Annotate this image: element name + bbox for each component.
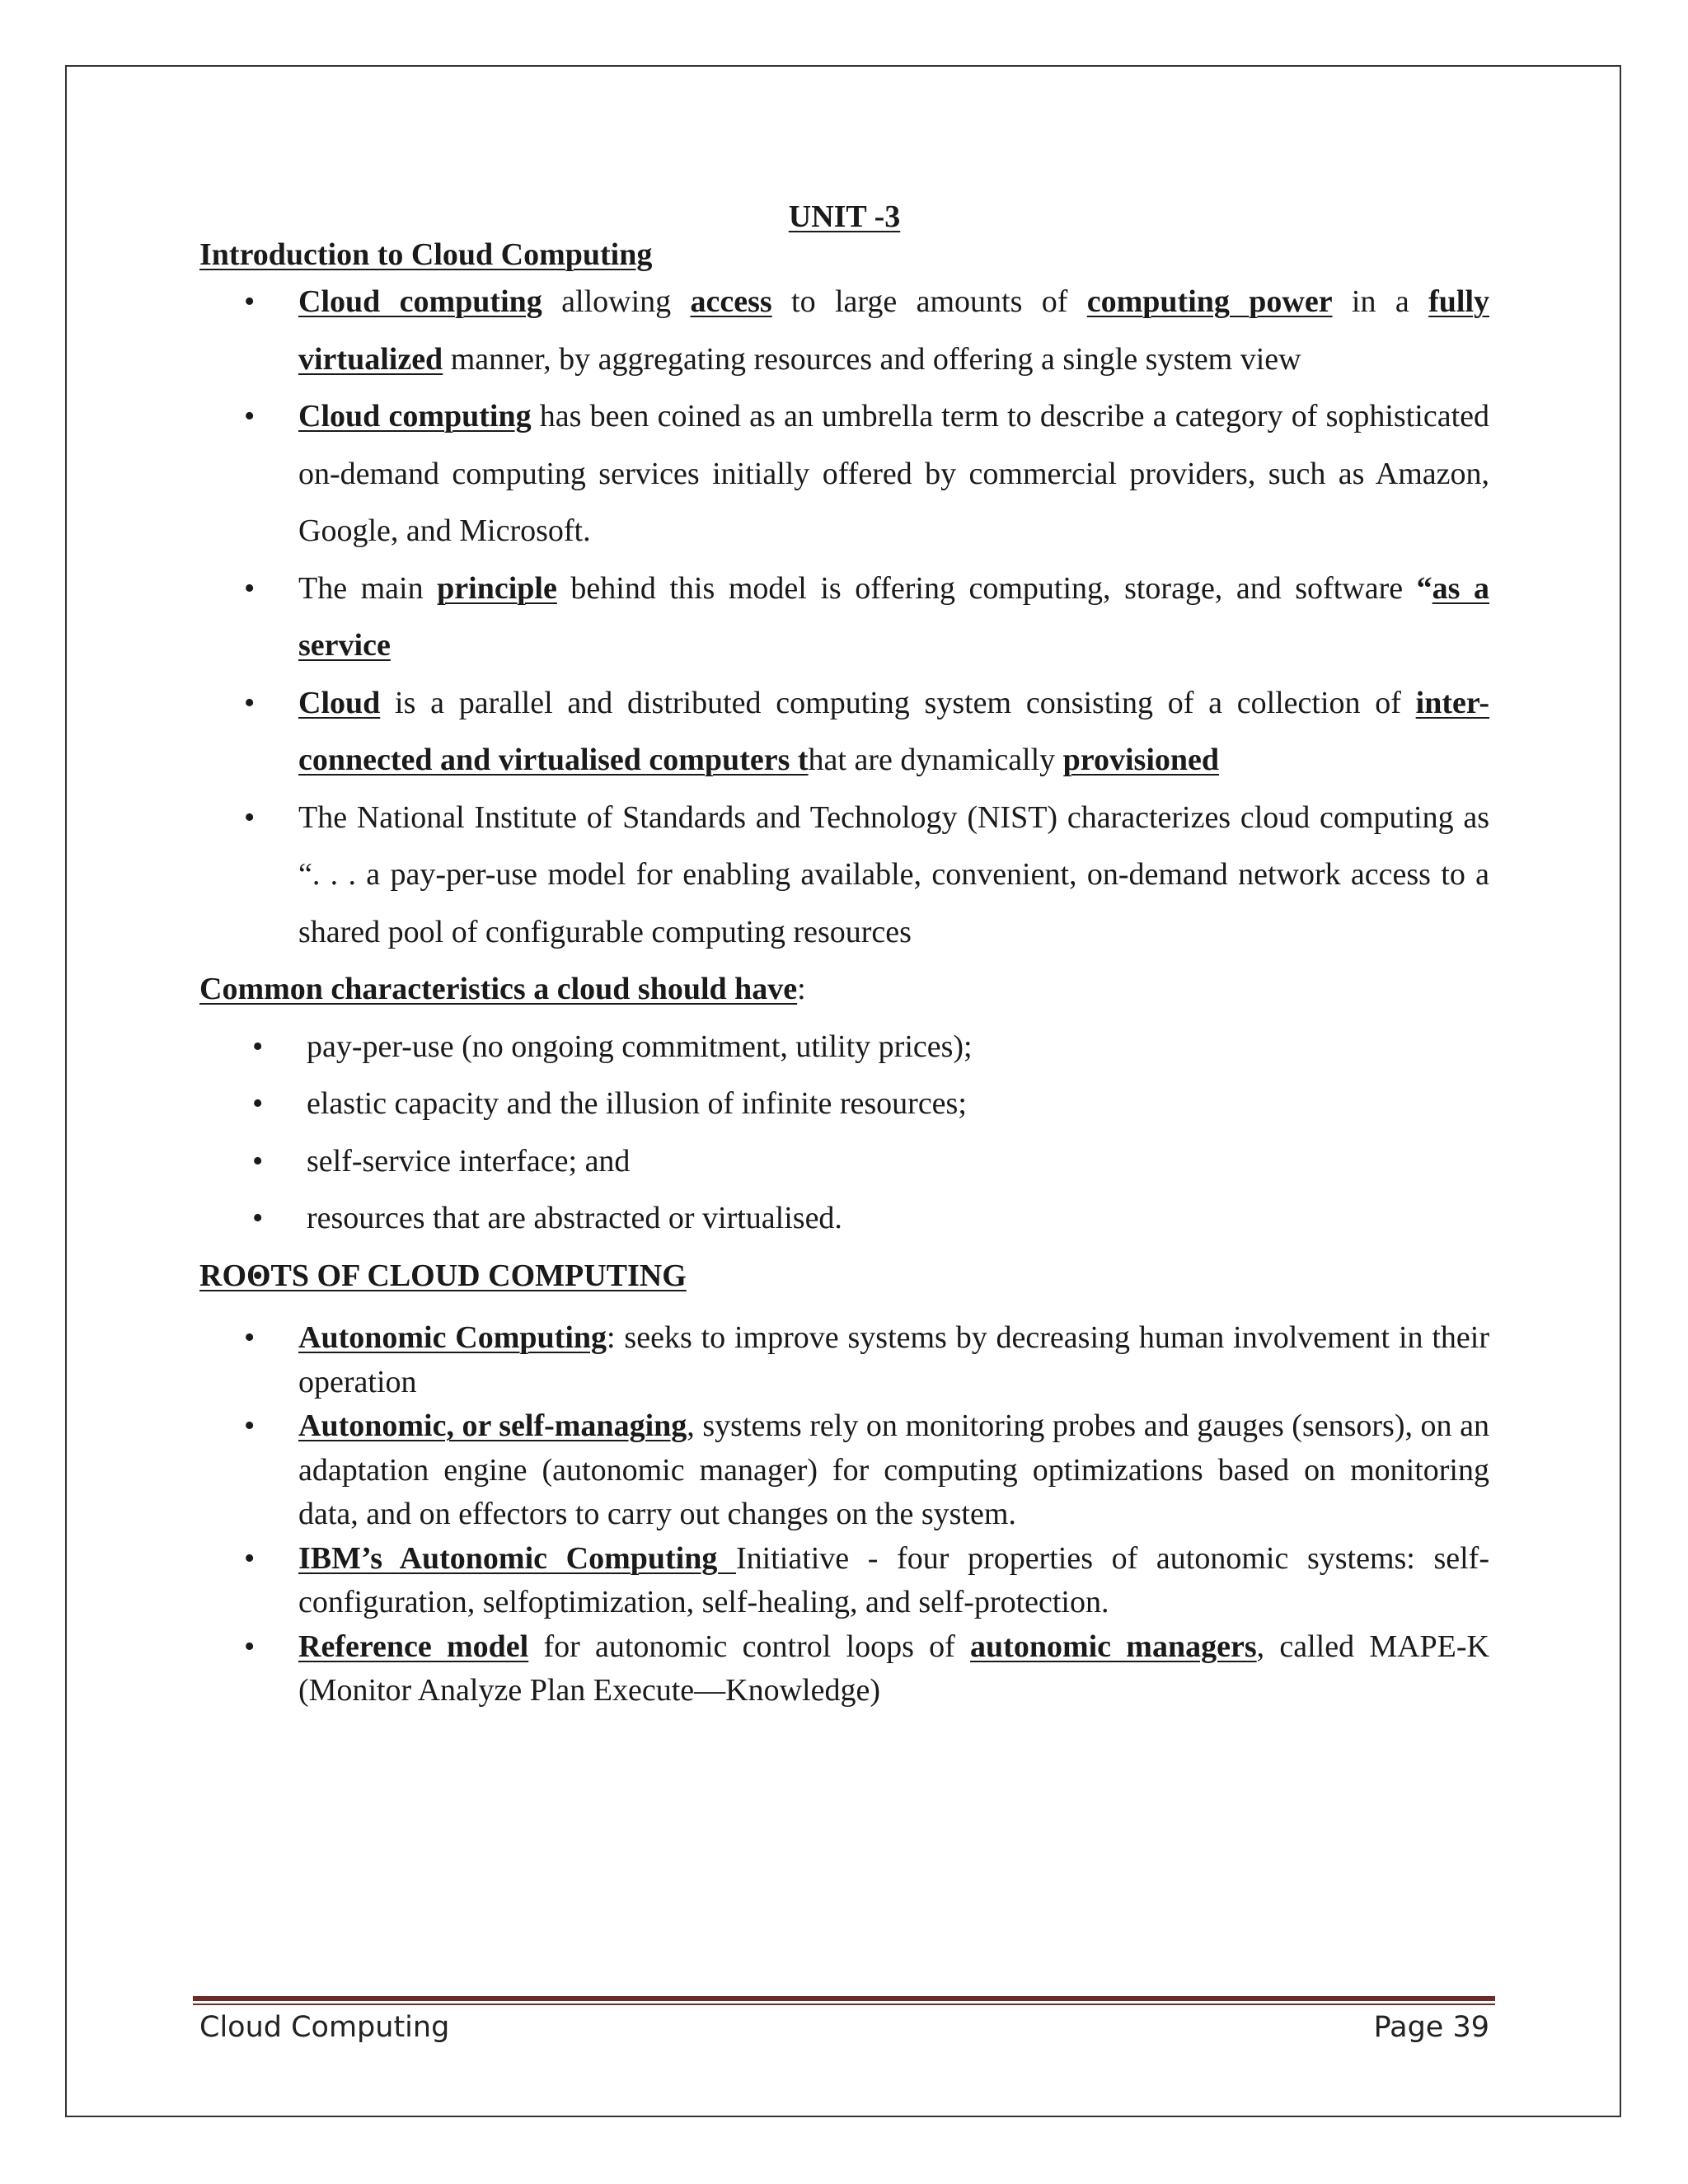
roots-heading: ROOTS OF CLOUD COMPUTING — [199, 1258, 687, 1293]
intro-bullet-2: • Cloud computing has been coined as an umbrella term to describe a category of sophisticated on-demand computing services initially offered by commercial providers, such as Amazon, Google, and Microsoft. — [199, 388, 1489, 560]
footer-title: Cloud Computing — [199, 2011, 450, 2044]
characteristic-item: • resources that are abstracted or virtualised. — [199, 1190, 1489, 1248]
page-number: Page 39 — [1373, 2011, 1489, 2044]
roots-bullet-1: • Autonomic Computing: seeks to improve systems by decreasing human involvement in their operation — [199, 1316, 1489, 1404]
roots-list — [199, 1316, 1489, 1713]
unit-title: UNIT -3 — [788, 199, 901, 234]
intro-heading: Introduction to Cloud Computing — [199, 237, 653, 272]
page-content — [199, 198, 1489, 1713]
roots-bullet-2: • Autonomic, or self-managing, systems rely on monitoring probes and gauges (sensors), on an adaptation engine (autonomic manager) for computing optimizations based on monitoring data, and on effectors to carry out changes on the system. — [199, 1404, 1489, 1537]
characteristic-item: • self-service interface; and — [199, 1133, 1489, 1191]
characteristics-list — [199, 1019, 1489, 1248]
intro-bullet-1: • Cloud computing allowing access to large amounts of computing power in a fully virtualized manner, by aggregating resources and offering a single system view — [199, 274, 1489, 388]
characteristic-item: • elastic capacity and the illusion of infinite resources; — [199, 1076, 1489, 1133]
roots-bullet-3: • IBM’s Autonomic Computing Initiative - four properties of autonomic systems: self-configuration, selfoptimization, self-healing, and self-protection. — [199, 1537, 1489, 1625]
intro-bullet-3: • The main principle behind this model is offering computing, storage, and software “as a service — [199, 560, 1489, 675]
characteristic-item: • pay-per-use (no ongoing commitment, utility prices); — [199, 1019, 1489, 1076]
footer-rule — [193, 1996, 1495, 2005]
intro-list — [199, 274, 1489, 961]
page-footer — [199, 2011, 1489, 2044]
characteristics-heading: Common characteristics a cloud should have: — [199, 972, 806, 1006]
roots-bullet-4: • Reference model for autonomic control loops of autonomic managers, called MAPE-K (Monitor Analyze Plan Execute—Knowledge) — [199, 1625, 1489, 1713]
intro-bullet-5: • The National Institute of Standards and Technology (NIST) characterizes cloud computing as “. . . a pay-per-use model for enabling available, convenient, on-demand network access to a shared pool of configurable computing resources — [199, 790, 1489, 962]
intro-bullet-4: • Cloud is a parallel and distributed computing system consisting of a collection of inter-connected and virtualised computers that are dynamically provisioned — [199, 675, 1489, 790]
